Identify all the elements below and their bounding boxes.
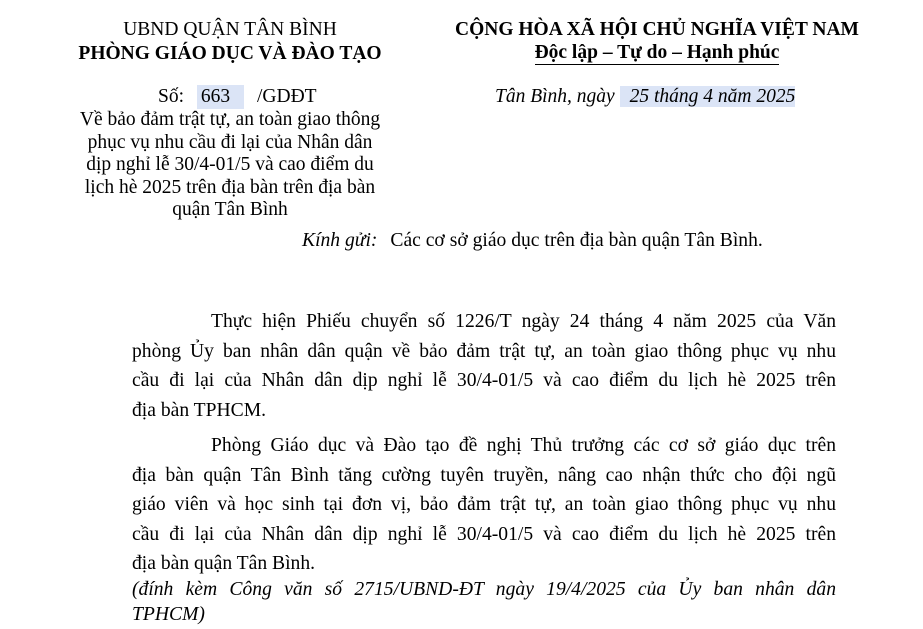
paragraph-line: địa bàn TPHCM. <box>132 399 267 421</box>
document-number-suffix: /GDĐT <box>257 86 317 107</box>
body-paragraph-2 <box>132 431 836 579</box>
subject-line: Về bảo đảm trật tự, an toàn giao thông <box>79 109 381 130</box>
attachment-line: (đính kèm Công văn số 2715/UBND-ĐT ngày 19/4/2025 của Ủy ban nhân dân <box>132 579 836 600</box>
paragraph-line: giáo viên và học sinh tại đơn vị, bảo đảm trật tự, an toàn giao thông phục vụ nhu <box>132 494 836 515</box>
subject-line: phục vụ nhu cầu đi lại của Nhân dân <box>87 131 373 153</box>
paragraph-line: cầu đi lại của Nhân dân dịp nghỉ lễ 30/4-01/5 và cao điểm du lịch hè 2025 trên <box>132 523 836 545</box>
date-place: Tân Bình, ngày <box>495 86 615 107</box>
date-line <box>495 85 795 109</box>
document-number <box>158 85 317 109</box>
recipient-value: Các cơ sở giáo dục trên địa bàn quận Tân Bình. <box>390 230 763 251</box>
subject-block <box>40 109 420 222</box>
recipient-line <box>302 229 763 253</box>
recipient-label: Kính gửi: <box>302 230 378 251</box>
paragraph-line: địa bàn quận Tân Bình tăng cường tuyên truyền, nâng cao nhận thức cho đội ngũ <box>132 464 836 486</box>
paragraph-line: Phòng Giáo dục và Đào tạo đề nghị Thủ trưởng các cơ sở giáo dục trên <box>211 435 836 456</box>
attachment-note <box>132 577 836 627</box>
national-motto-block <box>418 18 896 66</box>
paragraph-line: Thực hiện Phiếu chuyển số 1226/T ngày 24 tháng 4 năm 2025 của Văn <box>211 311 836 332</box>
document-number-label: Số: <box>158 86 185 107</box>
document-number-value: 663 <box>197 85 244 109</box>
issuer-district: UBND QUẬN TÂN BÌNH <box>123 19 337 40</box>
body-paragraph-1 <box>132 307 836 425</box>
date-value: 25 tháng 4 năm 2025 <box>620 86 796 107</box>
subject-line: quận Tân Bình <box>172 199 288 220</box>
issuer-block <box>30 18 430 66</box>
issuer-department: PHÒNG GIÁO DỤC VÀ ĐÀO TẠO <box>78 43 382 64</box>
subject-line: lịch hè 2025 trên địa bàn trên địa bàn <box>84 176 376 198</box>
national-motto: Độc lập – Tự do – Hạnh phúc <box>535 43 780 65</box>
national-title: CỘNG HÒA XÃ HỘI CHỦ NGHĨA VIỆT NAM <box>455 19 859 40</box>
paragraph-line: địa bàn quận Tân Bình. <box>132 553 316 574</box>
paragraph-line: cầu đi lại của Nhân dân dịp nghỉ lễ 30/4-01/5 và cao điểm du lịch hè 2025 trên <box>132 370 836 391</box>
attachment-line: TPHCM) <box>132 604 205 625</box>
paragraph-line: phòng Ủy ban nhân dân quận về bảo đảm trật tự, an toàn giao thông phục vụ nhu <box>132 340 836 362</box>
subject-line: dịp nghỉ lễ 30/4-01/5 và cao điểm du <box>86 154 374 175</box>
